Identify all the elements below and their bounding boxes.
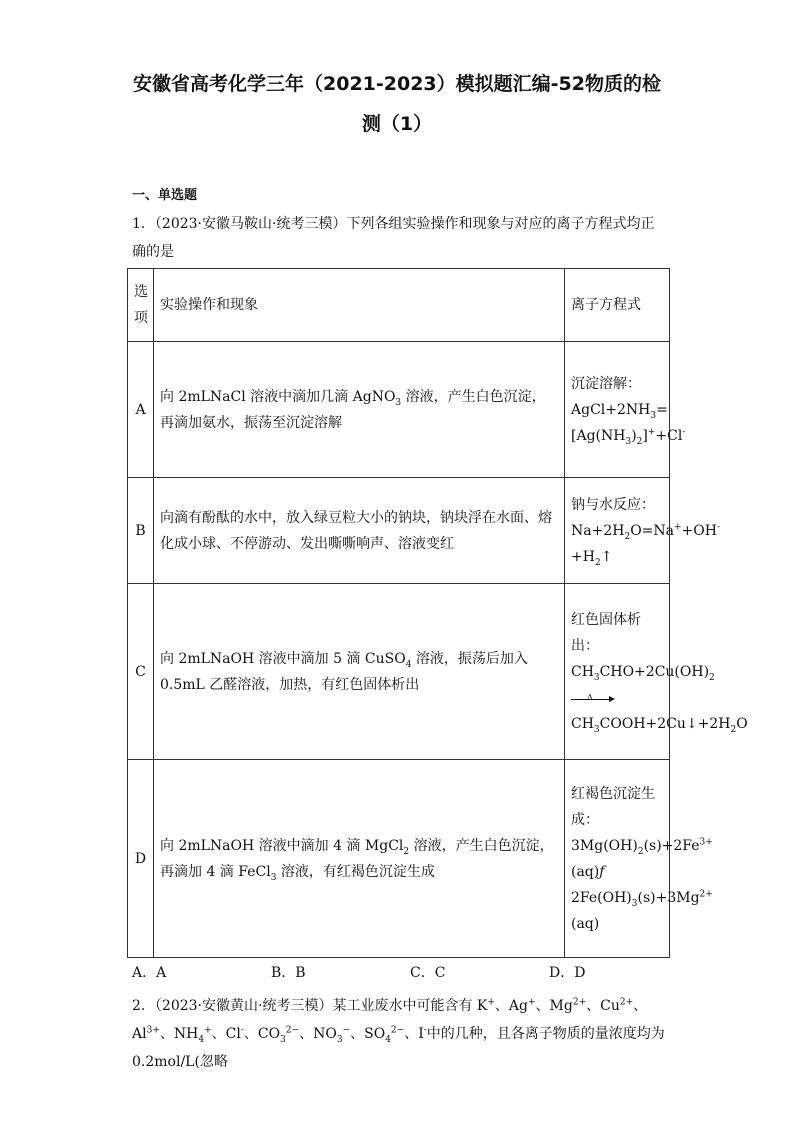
row-operation: 向 2mLNaOH 溶液中滴加 4 滴 MgCl$_2$ 溶液，产生白色沉淀，再滴加 4 滴 FeCl$_3$ 溶液，有红褐色沉淀生成 (154, 760, 565, 958)
question-1-stem (132, 210, 668, 266)
header-option: 选项 (128, 269, 154, 342)
row-label: C (128, 584, 154, 760)
document-title-line2: 测（1） (361, 113, 433, 135)
heating-arrow-icon: Δ (571, 693, 615, 703)
choice-c[interactable]: C．C (410, 965, 446, 981)
question-text: 下列各组实验操作和现象与对应的离子方程式均正确的是 (132, 216, 655, 260)
row-label: B (128, 478, 154, 584)
table-row (128, 584, 670, 760)
question-number: 2． (132, 998, 155, 1014)
row-equation: 红褐色沉淀生成： $3Mg(OH)_2(s)+2Fe^{3+}(aq)ƒ$ $2Fe(OH)_3(s)+3Mg^{2+}(aq)$ (565, 760, 670, 958)
row-operation: 向 2mLNaOH 溶液中滴加 5 滴 CuSO$_4$ 溶液，振荡后加入 0.5mL 乙醛溶液，加热，有红色固体析出 (154, 584, 565, 760)
section-heading: 一、单选题 (132, 188, 198, 203)
question-source: （2023·安徽黄山·统考三模） (154, 998, 333, 1014)
row-operation: 向 2mLNaCl 溶液中滴加几滴 AgNO$_3$ 溶液，产生白色沉淀，再滴加氨水，振荡至沉淀溶解 (154, 342, 565, 478)
row-equation: 红色固体析出： $CH_3CHO+2Cu(OH)_2$ Δ $CH_3COOH+2Cu↓+2H_2O$ (565, 584, 670, 760)
question-number: 1． (132, 216, 155, 232)
question-source: （2023·安徽马鞍山·统考三模） (154, 216, 347, 232)
choice-b[interactable]: B．B (271, 965, 306, 981)
row-label: A (128, 342, 154, 478)
row-equation: 沉淀溶解： $AgCl+2NH_3=[Ag(NH_3)_2]^++Cl^-$ (565, 342, 670, 478)
header-operation: 实验操作和现象 (154, 269, 565, 342)
table-row (128, 342, 670, 478)
header-equation: 离子方程式 (565, 269, 670, 342)
row-label: D (128, 760, 154, 958)
table-row (128, 760, 670, 958)
choice-a[interactable]: A．A (132, 965, 167, 981)
row-equation: 钠与水反应： $Na+2H_2O=Na^++OH^-+H_2↑$ (565, 478, 670, 584)
table-row (128, 478, 670, 584)
question-1-table (127, 268, 748, 958)
document-title-line1: 安徽省高考化学三年（2021-2023）模拟题汇编-52物质的检 (133, 73, 661, 95)
question-2-stem: 2．（2023·安徽黄山·统考三模）某工业废水中可能含有 K+、Ag+、$Mg^{2+}$、$Cu^{2+}$、$Al^{3+}$、$NH_4^+$、Cl-、$CO_3^{2-}$、$NO_3^-$、$SO_4^{2-}$、I-中的几种，且各离子物质的量浓度均为 0.2mol/L(忽略 (132, 997, 665, 1070)
equilibrium-icon: ƒ (599, 863, 605, 880)
table-header-row (128, 269, 670, 342)
row-operation: 向滴有酚酞的水中，放入绿豆粒大小的钠块，钠块浮在水面、熔化成小球、不停游动、发出嘶嘶响声、溶液变红 (154, 478, 565, 584)
choice-d[interactable]: D．D (549, 965, 586, 981)
